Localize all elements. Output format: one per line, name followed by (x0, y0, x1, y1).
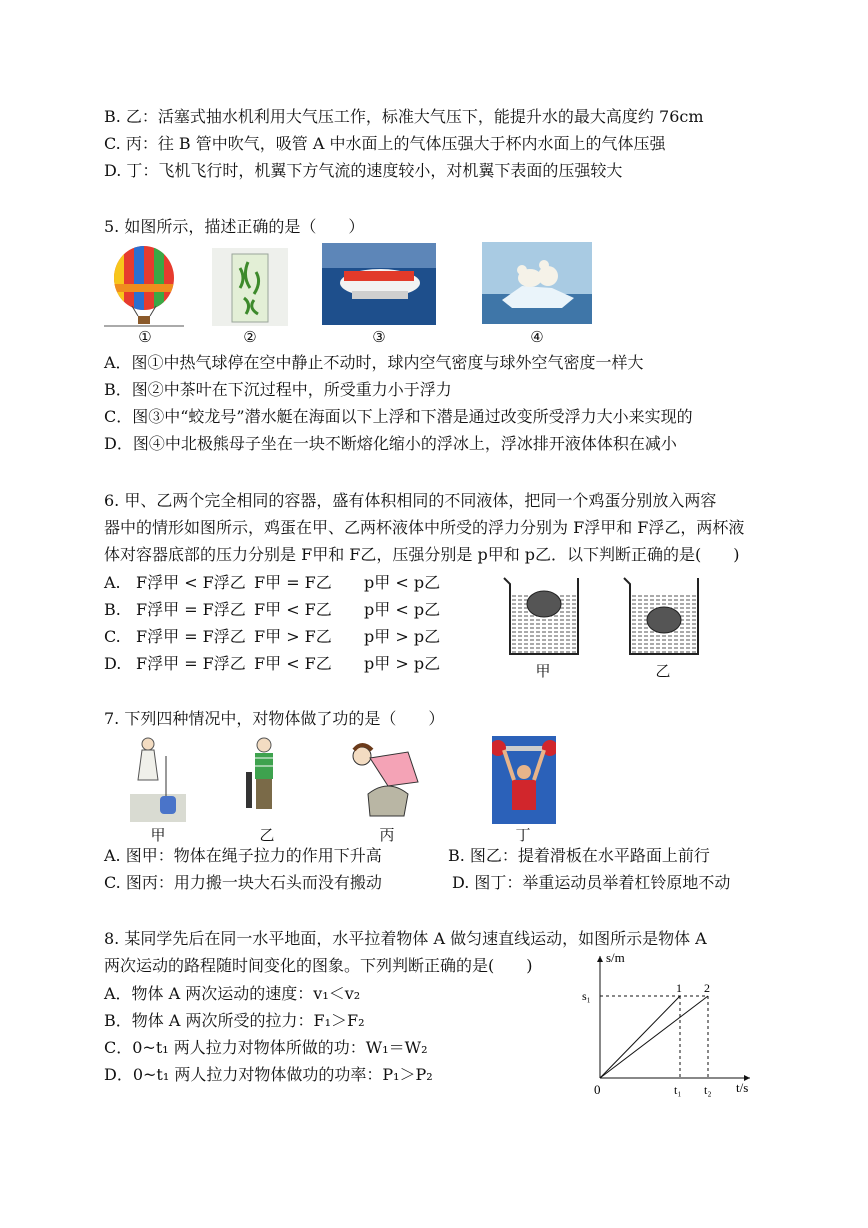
beaker-jia (504, 578, 578, 654)
q7-option-c: C. 图丙：用力搬一块大石头而没有搬动 (104, 873, 382, 892)
y-axis-label: s/m (606, 950, 625, 965)
q7-option-b: B. 图乙：提着滑板在水平路面上前行 (448, 846, 710, 865)
y-tick-s1: s₁ (582, 989, 591, 1003)
q6-option-d: D. F浮甲 = F浮乙 F甲 < F乙 p甲 > p乙 (104, 654, 441, 673)
figure-label-1: ① (138, 328, 152, 346)
tea-glass-image (212, 248, 288, 326)
x-tick-t1: t₁ (674, 1083, 682, 1097)
q5-option-d: D．图④中北极熊母子坐在一块不断熔化缩小的浮冰上，浮冰排开液体体积在减小 (104, 434, 677, 453)
q8-stem-line-1: 8. 某同学先后在同一水平地面，水平拉着物体 A 做匀速直线运动，如图所示是物体 A (104, 929, 707, 948)
graph-line-2 (600, 996, 708, 1078)
beaker-label-jia: 甲 (535, 662, 551, 680)
x-axis-label: t/s (736, 1080, 749, 1095)
q6-stem-line-2: 器中的情形如图所示，鸡蛋在甲、乙两杯液体中所受的浮力分别为 F浮甲和 F浮乙，两杯液 (104, 518, 745, 537)
q8-option-c: C．0~t₁ 两人拉力对物体所做的功：W₁＝W₂ (104, 1038, 428, 1057)
q7-figure-bing: 丙 (379, 826, 395, 844)
q5-stem: 5. 如图所示，描述正确的是（ ） (104, 217, 365, 236)
pushing-rock-image (348, 742, 428, 820)
line-label-1: 1 (676, 981, 682, 995)
beaker-yi (624, 578, 698, 654)
pulley-lifting-image (130, 736, 186, 822)
q6-stem-line-1: 6. 甲、乙两个完全相同的容器，盛有体积相同的不同液体，把同一个鸡蛋分别放入两容 (104, 491, 717, 510)
s-t-graph (580, 948, 760, 1100)
q5-option-c: C．图③中“蛟龙号”潜水艇在海面以下上浮和下潜是通过改变所受浮力大小来实现的 (104, 407, 693, 426)
q4-option-d: D. 丁：飞机飞行时，机翼下方气流的速度较小，对机翼下表面的压强较大 (104, 161, 623, 180)
q5-option-a: A．图①中热气球停在空中静止不动时，球内空气密度与球外空气密度一样大 (104, 353, 644, 372)
submarine-image (322, 243, 436, 325)
skateboard-carrier-image (244, 736, 284, 822)
hot-air-balloon-image (104, 244, 184, 328)
figure-label-2: ② (243, 328, 257, 346)
q6-stem-line-3: 体对容器底部的压力分别是 F甲和 F乙，压强分别是 p甲和 p乙．以下判断正确的是( ) (104, 545, 740, 564)
q7-option-a: A. 图甲：物体在绳子拉力的作用下升高 (104, 846, 382, 865)
q4-option-b: B. 乙：活塞式抽水机利用大气压工作，标准大气压下，能提升水的最大高度约 76cm (104, 107, 704, 126)
q8-option-a: A．物体 A 两次运动的速度：v₁＜v₂ (104, 984, 361, 1003)
q7-option-d: D. 图丁：举重运动员举着杠铃原地不动 (452, 873, 731, 892)
q6-option-b: B. F浮甲 = F浮乙 F甲 < F乙 p甲 < p乙 (104, 600, 441, 619)
q7-stem: 7. 下列四种情况中，对物体做了功的是（ ） (104, 709, 445, 728)
beakers-diagram (500, 574, 700, 658)
figure-label-3: ③ (372, 328, 386, 346)
q7-figure-ding: 丁 (515, 826, 531, 844)
q8-option-b: B．物体 A 两次所受的拉力：F₁＞F₂ (104, 1011, 365, 1030)
line-label-2: 2 (704, 981, 710, 995)
q7-figure-yi: 乙 (259, 826, 275, 844)
x-tick-t2: t₂ (704, 1083, 712, 1097)
q6-option-c: C. F浮甲 = F浮乙 F甲 > F乙 p甲 > p乙 (104, 627, 441, 646)
beaker-label-yi: 乙 (655, 662, 671, 680)
origin-label: 0 (594, 1082, 601, 1097)
q5-option-b: B．图②中茶叶在下沉过程中，所受重力小于浮力 (104, 380, 452, 399)
polar-bear-image (482, 242, 592, 324)
weightlifter-image (492, 736, 556, 824)
q6-option-a: A. F浮甲 < F浮乙 F甲 = F乙 p甲 < p乙 (104, 573, 441, 592)
q4-option-c: C. 丙：往 B 管中吹气，吸管 A 中水面上的气体压强大于杯内水面上的气体压强 (104, 134, 666, 153)
figure-label-4: ④ (530, 328, 544, 346)
graph-line-1 (600, 996, 680, 1078)
q7-figure-jia: 甲 (150, 826, 166, 844)
q8-stem-line-2: 两次运动的路程随时间变化的图象。下列判断正确的是( ) (104, 956, 533, 975)
q8-option-d: D．0~t₁ 两人拉力对物体做功的功率：P₁＞P₂ (104, 1065, 433, 1084)
